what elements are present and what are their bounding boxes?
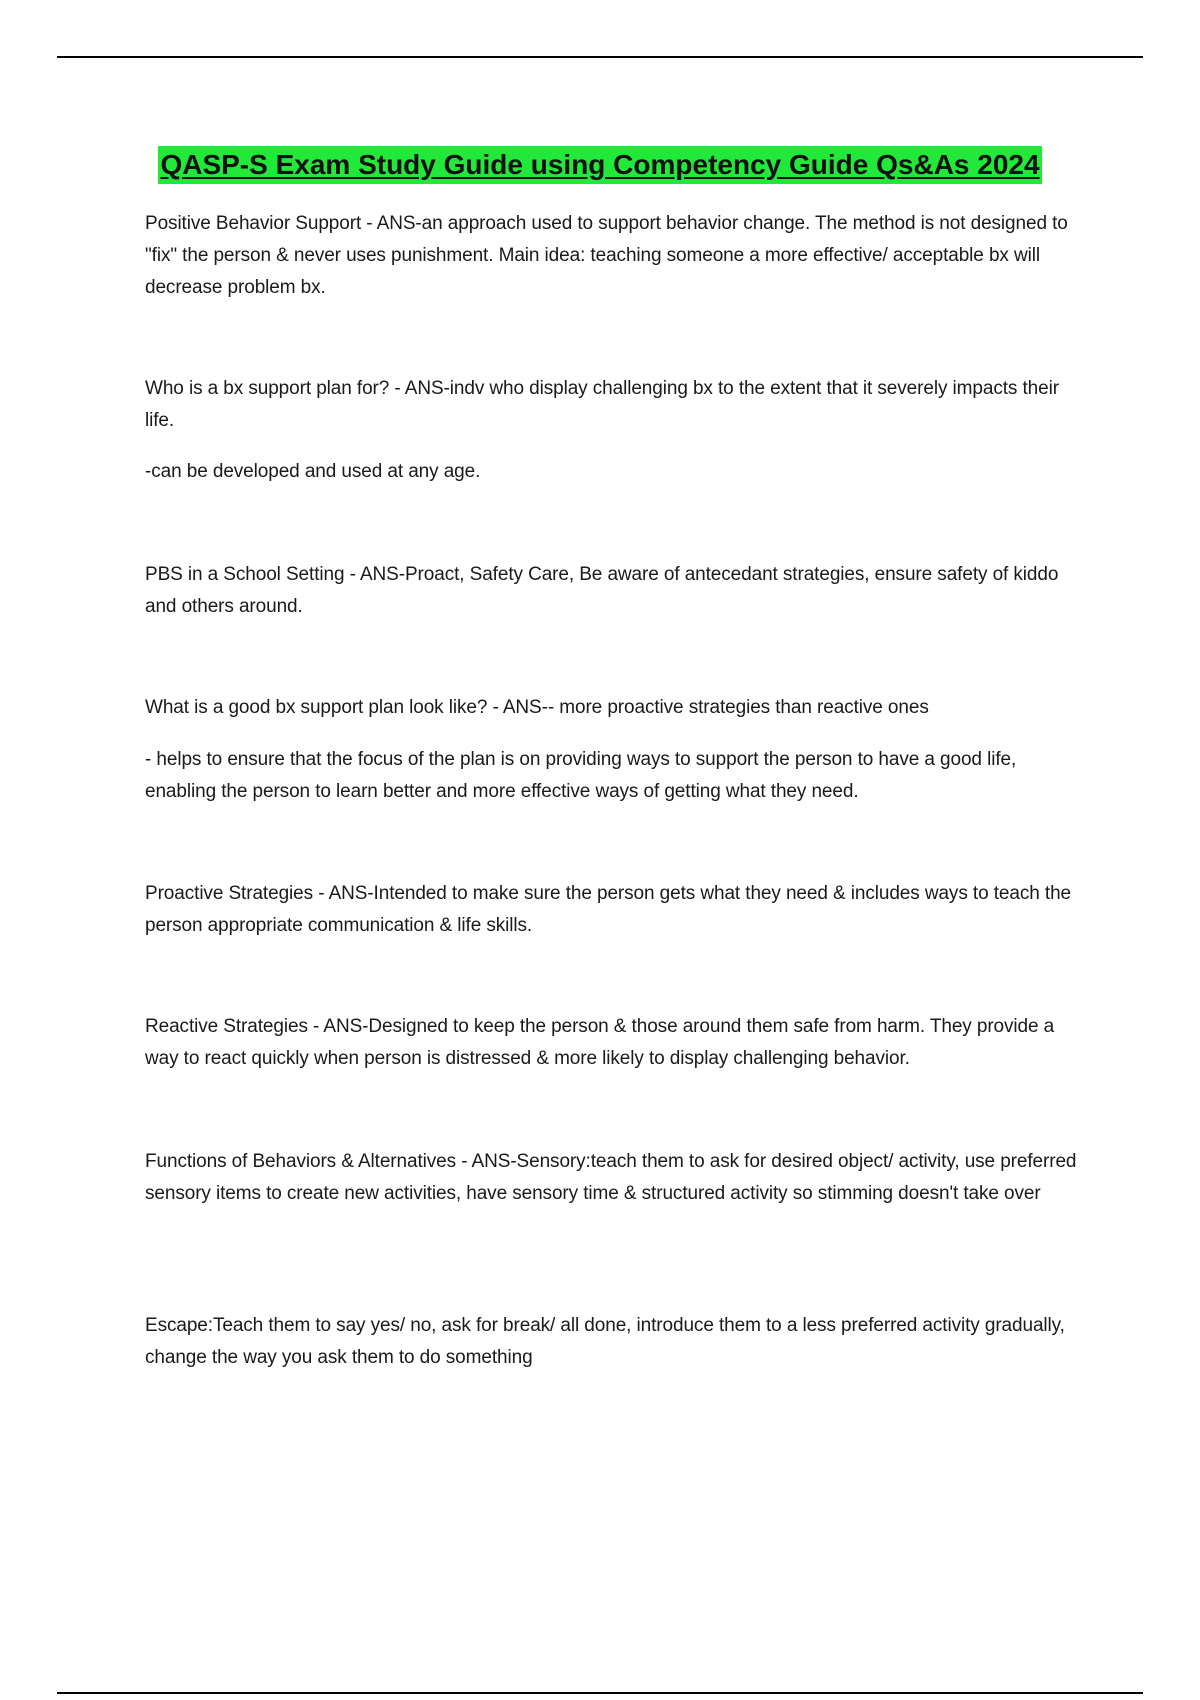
- paragraph-bx-support-plan-for: Who is a bx support plan for? - ANS-indv who display challenging bx to the extent that it severely impacts their life.: [145, 378, 1059, 431]
- paragraph-plan-focus: - helps to ensure that the focus of the plan is on providing ways to support the person to have a good life, enabling the person to learn better and more effective ways of getting what they need.: [145, 749, 1017, 802]
- top-rule: [57, 56, 1143, 58]
- paragraph-pbs-school-setting: PBS in a School Setting - ANS-Proact, Safety Care, Be aware of antecedant strategies, ensure safety of kiddo and others around.: [145, 564, 1059, 617]
- bottom-rule: [57, 1692, 1143, 1694]
- title-container: [0, 146, 1200, 184]
- document-title: QASP-S Exam Study Guide using Competency Guide Qs&As 2024: [158, 146, 1041, 184]
- paragraph-positive-behavior-support: Positive Behavior Support - ANS-an approach used to support behavior change. The method is not designed to "fix" the person & never uses punishment. Main idea: teaching someone a more effective/ acceptable bx will decrease problem bx.: [145, 213, 1068, 298]
- paragraph-proactive-strategies: Proactive Strategies - ANS-Intended to make sure the person gets what they need & includes ways to teach the person appropriate communication & life skills.: [145, 883, 1072, 936]
- paragraph-reactive-strategies: Reactive Strategies - ANS-Designed to keep the person & those around them safe from harm. They provide a way to react quickly when person is distressed & more likely to display challenging behavior.: [145, 1016, 1055, 1069]
- paragraph-functions-of-behaviors: Functions of Behaviors & Alternatives - ANS-Sensory:teach them to ask for desired object/ activity, use preferred sensory items to create new activities, have sensory time & structured activity so stimming doesn't take over: [145, 1151, 1077, 1204]
- paragraph-any-age: -can be developed and used at any age.: [145, 461, 481, 482]
- paragraph-escape: Escape:Teach them to say yes/ no, ask for break/ all done, introduce them to a less preferred activity gradually, change the way you ask them to do something: [145, 1315, 1065, 1368]
- paragraph-good-bx-support-plan: What is a good bx support plan look like? - ANS-- more proactive strategies than reactive ones: [145, 697, 929, 718]
